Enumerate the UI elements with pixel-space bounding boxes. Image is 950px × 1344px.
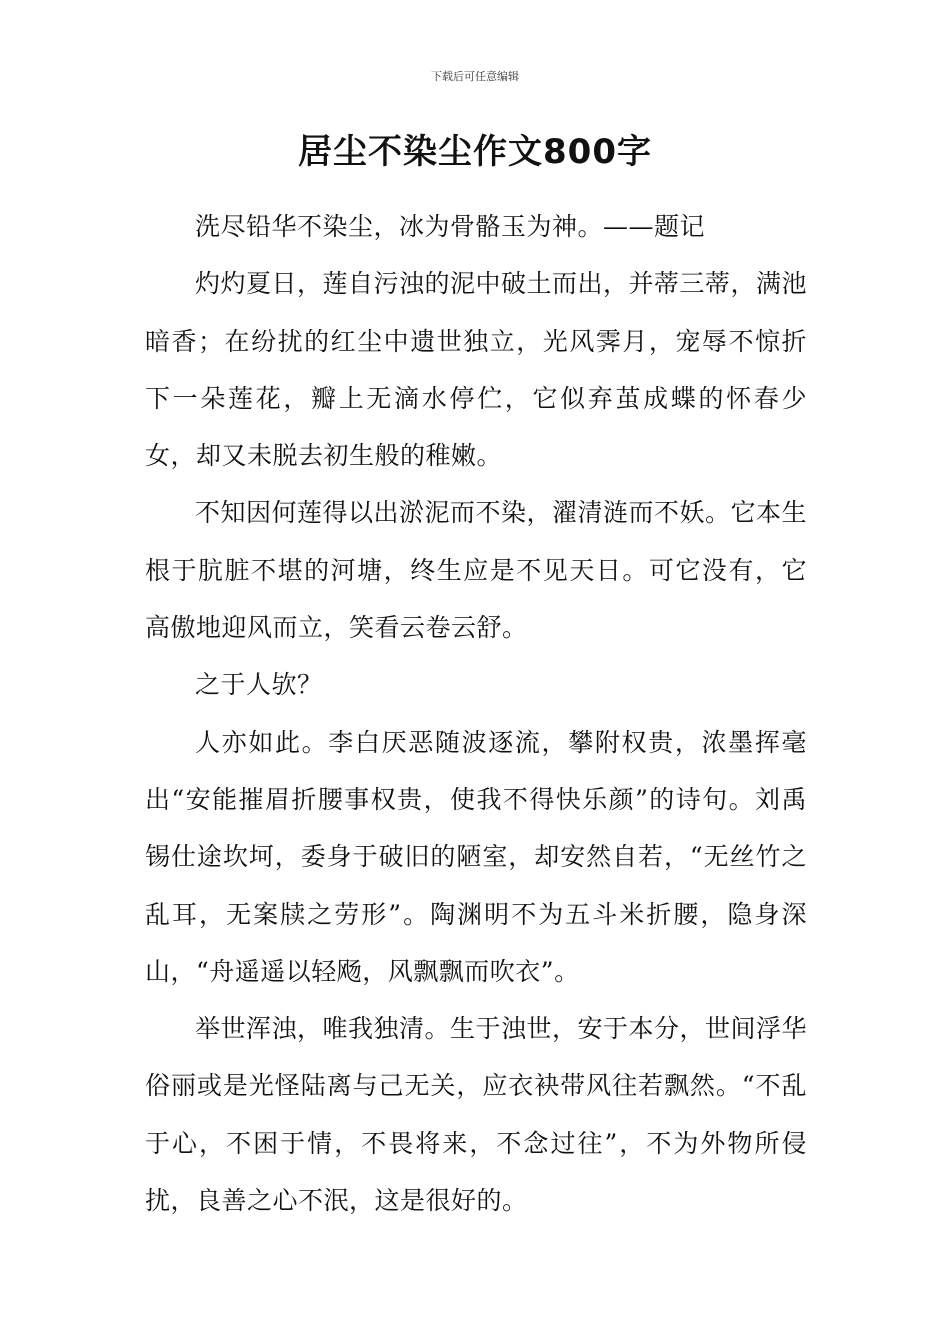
document-title: 居尘不染尘作文800字 <box>298 132 652 172</box>
paragraph-conclusion: 举世浑浊，唯我独清。生于浊世，安于本分，世间浮华俗丽或是光怪陆离与己无关，应衣袂带风往若飘然。“不乱于心，不困于情，不畏将来，不念过往”，不为外物所侵扰，良善之心不泯，这是很好的。 <box>145 1014 808 1216</box>
paragraph-people-examples: 人亦如此。李白厌恶随波逐流，攀附权贵，浓墨挥毫出“安能摧眉折腰事权贵，使我不得快乐颜”的诗句。刘禹锡仕途坎坷，委身于破旧的陋室，却安然自若，“无丝竹之乱耳，无案牍之劳形”。陶渊明不为五斗米折腰，隐身深山，“舟遥遥以轻飏，风飘飘而吹衣”。 <box>145 727 807 986</box>
paragraph-lotus-summer: 灼灼夏日，莲自污浊的泥中破土而出，并蒂三蒂，满池暗香；在纷扰的红尘中遗世独立，光风霁月，宠辱不惊折下一朵莲花，瓣上无滴水停伫，它似弃茧成蝶的怀春少女，却又未脱去初生般的稚嫩。 <box>145 269 808 471</box>
header-note: 下载后可任意编辑 <box>431 70 519 83</box>
document-body <box>145 198 807 1229</box>
paragraph-lotus-question: 不知因何莲得以出淤泥而不染，濯清涟而不妖。它本生根于肮脏不堪的河塘，终生应是不见天日。可它没有，它高傲地迎风而立，笑看云卷云舒。 <box>145 498 808 643</box>
paragraph-people-question: 之于人欤？ <box>195 670 323 700</box>
paragraph-epigraph: 洗尽铅华不染尘，冰为骨骼玉为神。——题记 <box>195 212 706 241</box>
